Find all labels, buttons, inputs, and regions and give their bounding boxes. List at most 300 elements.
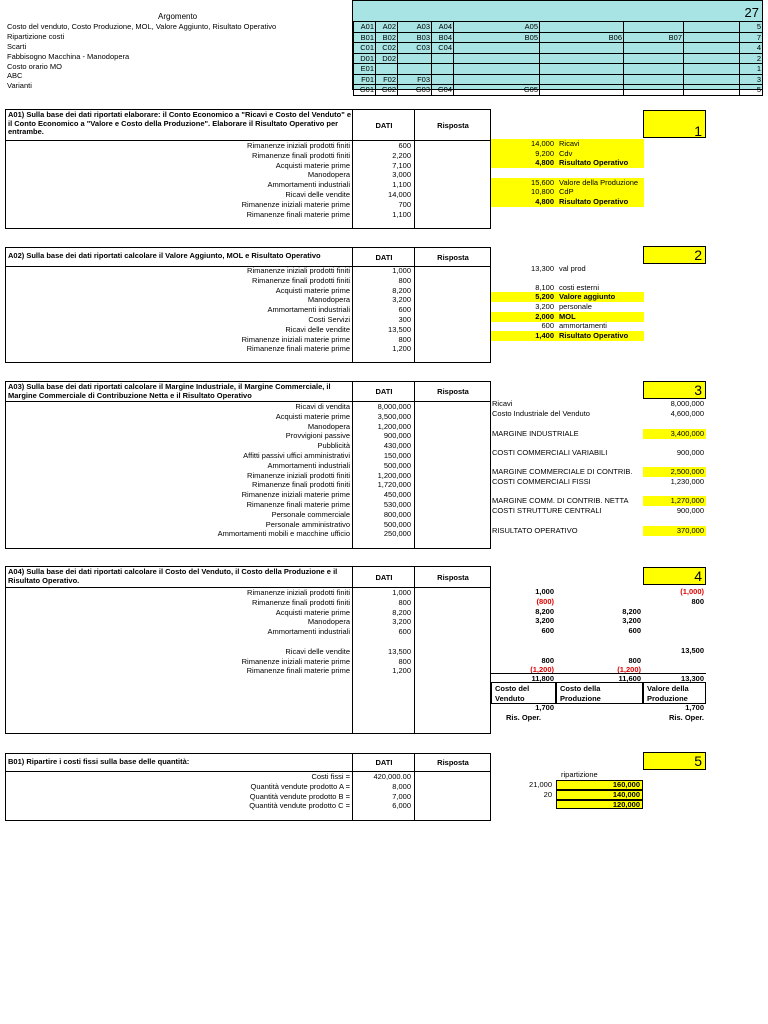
data-value: 8,000,000 — [377, 402, 411, 411]
data-row — [6, 782, 352, 792]
alloc-header: ripartizione — [561, 770, 598, 779]
answer-label: val prod — [559, 264, 586, 273]
question-header — [6, 110, 490, 141]
data-row — [6, 422, 352, 432]
risposta-header: Risposta — [414, 567, 491, 587]
cdp-value: (1,200) — [617, 665, 641, 675]
data-label: Ammortamenti industriali — [267, 627, 350, 637]
answer-value: 2,500,000 — [643, 467, 706, 477]
data-row — [6, 657, 352, 667]
data-row — [6, 451, 352, 461]
question-number-badge: 1 — [643, 110, 706, 138]
code-cell — [398, 53, 432, 64]
code-cell — [684, 32, 740, 43]
cdp-value: 3,200 — [622, 616, 641, 626]
data-label: Rimanenze iniziali materie prime — [241, 334, 350, 344]
data-row — [6, 325, 352, 335]
code-cell — [540, 22, 624, 33]
data-row — [6, 180, 352, 190]
data-label: Pubblicità — [317, 441, 350, 451]
data-value: 1,200,000 — [377, 470, 411, 480]
answer-value: 8,000,000 — [670, 399, 704, 408]
question-number-badge: 3 — [643, 381, 706, 399]
data-value: 700 — [398, 199, 411, 209]
answer-label: COSTI STRUTTURE CENTRALI — [492, 506, 602, 515]
question-number-badge: 5 — [643, 752, 706, 770]
answer-label: MARGINE INDUSTRIALE — [492, 429, 579, 438]
code-row — [354, 32, 763, 43]
data-value: 1,000 — [392, 588, 411, 597]
code-cell: F02 — [376, 74, 398, 85]
data-labels — [6, 266, 352, 354]
code-cell: E01 — [354, 64, 376, 75]
answer-label: Cdv — [556, 149, 644, 159]
answer-value: 15,600 — [491, 178, 556, 188]
answer-value: 900,000 — [676, 506, 704, 515]
data-value: 600 — [398, 305, 411, 315]
code-cell — [624, 85, 684, 96]
data-label: Rimanenze finali prodotti finiti — [252, 275, 350, 285]
data-row — [6, 461, 352, 471]
code-cell: G02 — [376, 85, 398, 96]
code-cell — [376, 64, 398, 75]
cdv-value: 1,000 — [535, 587, 554, 596]
answer-label: COSTI COMMERCIALI FISSI — [492, 477, 591, 486]
data-values — [352, 266, 414, 354]
total-qty: 21,000 — [529, 780, 552, 789]
summary-topics — [7, 22, 347, 91]
summary-header-label: Argomento — [158, 12, 198, 21]
answer-value: 10,800 — [491, 187, 556, 197]
code-cell: C02 — [376, 43, 398, 54]
question-a01 — [5, 109, 491, 229]
data-label: Rimanenze iniziali prodotti finiti — [247, 470, 350, 480]
data-value: 500,000 — [383, 519, 411, 529]
data-value: 8,000 — [392, 781, 411, 791]
data-value: 430,000 — [383, 441, 411, 451]
answer-value: 3,400,000 — [643, 429, 706, 439]
data-value: 800 — [398, 275, 411, 285]
data-label: Acquisti materie prime — [275, 607, 350, 617]
question-number-badge: 2 — [643, 246, 706, 264]
topic-label: Varianti — [7, 81, 32, 91]
data-row — [6, 647, 352, 657]
data-label: Rimanenze iniziali prodotti finiti — [247, 266, 350, 275]
data-value: 8,200 — [392, 607, 411, 617]
column-label: Costo della Produzione — [556, 682, 643, 704]
data-label: Rimanenze iniziali prodotti finiti — [247, 141, 350, 150]
answer-label: MOL — [556, 312, 644, 322]
ro-value: 1,700 — [685, 703, 704, 712]
answer-label: MARGINE COMMERCIALE DI CONTRIB. — [492, 467, 633, 476]
topic-label: Fabbisogno Macchina - Manodopera — [7, 51, 130, 61]
code-cell — [684, 85, 740, 96]
data-values — [352, 772, 414, 811]
data-row — [6, 529, 352, 539]
code-cell — [540, 64, 624, 75]
code-cell: G01 — [354, 85, 376, 96]
data-label: Rimanenze finali materie prime — [246, 209, 350, 219]
data-row — [6, 490, 352, 500]
data-label: Manodopera — [307, 295, 350, 305]
code-cell — [684, 53, 740, 64]
code-count: 5 — [740, 22, 763, 33]
data-value: 13,500 — [388, 646, 411, 656]
data-row — [6, 344, 352, 354]
code-cell — [454, 53, 540, 64]
data-row — [6, 141, 352, 151]
code-cell — [398, 64, 432, 75]
data-label: Provvigioni passive — [285, 431, 350, 441]
answer-label: Valore della Produzione — [556, 178, 644, 188]
data-value: 3,500,000 — [377, 411, 411, 421]
code-count: 4 — [740, 43, 763, 54]
code-cell: B02 — [376, 32, 398, 43]
column-label: Costo del Venduto — [491, 682, 556, 704]
code-cell: F01 — [354, 74, 376, 85]
data-value: 3,000 — [392, 170, 411, 180]
question-title: B01) Ripartire i costi fissi sulla base delle quantità: — [8, 757, 190, 766]
answer-value: 4,800 — [491, 197, 556, 207]
data-row — [6, 666, 352, 676]
code-cell: B05 — [454, 32, 540, 43]
question-a04 — [5, 566, 491, 734]
data-row — [6, 161, 352, 171]
question-b01 — [5, 753, 491, 821]
answer-value: 370,000 — [643, 526, 706, 536]
data-label: Quantità vendute prodotto A = — [250, 781, 350, 791]
cdv-value: (1,200) — [530, 665, 554, 675]
data-value: 13,500 — [388, 324, 411, 334]
cdp-value: 8,200 — [622, 606, 641, 616]
question-header — [6, 567, 490, 588]
question-number-badge: 4 — [643, 567, 706, 585]
data-row — [6, 588, 352, 598]
data-value: 1,100 — [392, 209, 411, 219]
data-row — [6, 286, 352, 296]
code-cell — [432, 53, 454, 64]
data-label: Ricavi delle vendite — [285, 646, 350, 656]
total-value: 11,800 — [491, 673, 556, 683]
data-label: Rimanenze finali materie prime — [246, 344, 350, 354]
column-divider — [414, 771, 415, 820]
data-row — [6, 772, 352, 782]
code-count: 2 — [740, 53, 763, 64]
column-divider — [414, 140, 415, 228]
cdv-value: 8,200 — [535, 606, 554, 616]
data-value: 1,720,000 — [377, 480, 411, 490]
topic-label: Costo del venduto, Costo Produzione, MOL, Valore Aggiunto, Risultato Operativo — [7, 22, 277, 31]
code-cell: A04 — [432, 22, 454, 33]
code-cell: A03 — [398, 22, 432, 33]
question-title: A04) Sulla base dei dati riportati calcolare il Costo del Venduto, il Costo della Produzione e il Risultato Operativo. — [8, 567, 338, 585]
answer-label: COSTI COMMERCIALI VARIABILI — [492, 448, 608, 457]
code-cell — [432, 64, 454, 75]
cdv-value: 600 — [541, 626, 554, 636]
answer-value: 4,600,000 — [670, 409, 704, 418]
answer-label: Ricavi — [492, 399, 513, 408]
data-label: Ammortamenti industriali — [267, 180, 350, 190]
topic-label: Ripartizione costi — [7, 31, 65, 41]
data-values — [352, 141, 414, 219]
data-row — [6, 431, 352, 441]
answer-label: MARGINE COMM. DI CONTRIB. NETTA — [492, 496, 629, 505]
cdv-value: 3,200 — [535, 616, 554, 626]
data-label: Ammortamenti industriali — [267, 305, 350, 315]
code-cell: G03 — [398, 85, 432, 96]
data-value: 2,200 — [392, 150, 411, 160]
answer-value: 600 — [541, 321, 554, 330]
data-value: 7,100 — [392, 160, 411, 170]
data-label: Manodopera — [307, 617, 350, 627]
data-label: Manodopera — [307, 170, 350, 180]
question-title: A02) Sulla base dei dati riportati calcolare il Valore Aggiunto, MOL e Risultato Operativo — [8, 251, 321, 260]
answer-label: costi esterni — [559, 283, 600, 292]
code-count: 5 — [740, 85, 763, 96]
data-value: 800 — [398, 334, 411, 344]
dati-header: DATI — [352, 110, 415, 140]
answer-label: Costo Industriale del Venduto — [492, 409, 590, 418]
data-label: Rimanenze iniziali materie prime — [241, 490, 350, 500]
data-value: 900,000 — [383, 431, 411, 441]
cdp-value: 800 — [628, 655, 641, 665]
answer-value: 1,270,000 — [643, 496, 706, 506]
risposta-header: Risposta — [414, 248, 491, 266]
code-cell — [540, 53, 624, 64]
data-label: Ammortamenti mobili e macchine ufficio — [217, 529, 350, 539]
data-row — [6, 295, 352, 305]
data-row — [6, 190, 352, 200]
summary-code-grid — [352, 0, 763, 95]
code-row — [354, 43, 763, 54]
data-value: 1,000 — [392, 266, 411, 275]
data-row — [6, 210, 352, 220]
data-row — [6, 305, 352, 315]
column-divider — [414, 587, 415, 733]
data-row — [6, 266, 352, 276]
data-row — [6, 598, 352, 608]
vdp-value: 13,500 — [681, 645, 704, 655]
code-cell: B04 — [432, 32, 454, 43]
data-row — [6, 441, 352, 451]
data-value: 3,200 — [392, 295, 411, 305]
topic-label: Scarti — [7, 41, 27, 51]
vdp-value: 800 — [691, 596, 704, 606]
data-label: Rimanenze finali prodotti finiti — [252, 597, 350, 607]
data-label: Rimanenze finali materie prime — [246, 499, 350, 509]
code-cell: B06 — [540, 32, 624, 43]
code-count: 3 — [740, 74, 763, 85]
answer-value: 2,000 — [491, 312, 556, 322]
answer-value: 8,100 — [535, 283, 554, 292]
data-label: Ammortamenti industriali — [267, 460, 350, 470]
code-cell: A02 — [376, 22, 398, 33]
data-label: Acquisti materie prime — [275, 285, 350, 295]
data-label: Ricavi delle vendite — [285, 324, 350, 334]
risposta-header: Risposta — [414, 382, 491, 401]
code-cell: C03 — [398, 43, 432, 54]
answer-value: 9,200 — [491, 149, 556, 159]
answer-value: 1,400 — [491, 331, 556, 341]
data-value: 14,000 — [388, 189, 411, 199]
data-labels — [6, 141, 352, 219]
code-row — [354, 53, 763, 64]
answer-label: Risultato Operativo — [556, 158, 644, 168]
data-value: 7,000 — [392, 791, 411, 801]
data-label: Rimanenze iniziali prodotti finiti — [247, 588, 350, 597]
data-value: 600 — [398, 141, 411, 150]
data-label: Ricavi delle vendite — [285, 189, 350, 199]
question-header — [6, 248, 490, 267]
answer-value: 13,300 — [531, 264, 554, 273]
answer-value: 3,200 — [535, 302, 554, 311]
code-cell: D02 — [376, 53, 398, 64]
answer-label: Valore aggiunto — [556, 292, 644, 302]
answer-label: personale — [559, 302, 592, 311]
data-value: 1,200,000 — [377, 421, 411, 431]
data-value: 600 — [398, 627, 411, 637]
data-row — [6, 520, 352, 530]
data-value: 150,000 — [383, 450, 411, 460]
dati-header: DATI — [352, 567, 415, 587]
question-header — [6, 382, 490, 402]
code-row — [354, 85, 763, 96]
data-value: 500,000 — [383, 460, 411, 470]
data-label: Personale amministrativo — [265, 519, 350, 529]
question-title: A01) Sulla base dei dati riportati elaborare: il Conto Economico a "Ricavi e Costo del Venduto" e il Conto Economico a "Valore e Costo della Produzione". Elaborare il Risultato Operativo per entrambe. — [8, 110, 352, 137]
alloc-value: 160,000 — [556, 780, 643, 790]
data-value: 800 — [398, 656, 411, 666]
ro-value: 1,700 — [535, 703, 554, 712]
data-values — [352, 402, 414, 539]
data-row — [6, 627, 352, 637]
data-row — [6, 200, 352, 210]
code-cell — [454, 64, 540, 75]
answer-value: 4,800 — [491, 158, 556, 168]
data-value: 800,000 — [383, 509, 411, 519]
data-value: 800 — [398, 597, 411, 607]
total-value: 13,300 — [643, 673, 706, 683]
data-value — [352, 637, 414, 647]
question-a03 — [5, 381, 491, 549]
code-cell — [624, 64, 684, 75]
data-value: 6,000 — [392, 801, 411, 811]
code-cell — [624, 22, 684, 33]
data-label: Costi fissi = — [311, 772, 350, 781]
summary-total: 27 — [744, 5, 759, 20]
topic-label: Costo orario MO — [7, 61, 63, 71]
column-divider — [414, 401, 415, 548]
data-row — [6, 170, 352, 180]
code-cell — [624, 53, 684, 64]
code-count: 1 — [740, 64, 763, 75]
code-cell: D01 — [354, 53, 376, 64]
code-cell — [624, 74, 684, 85]
data-value: 1,100 — [392, 180, 411, 190]
data-label: Acquisti materie prime — [275, 160, 350, 170]
data-row — [6, 471, 352, 481]
answer-label: Risultato Operativo — [556, 197, 644, 207]
answer-label: CdP — [556, 187, 644, 197]
data-value: 420,000.00 — [373, 772, 411, 781]
vdp-value: (1,000) — [680, 587, 704, 596]
data-label: Rimanenze finali materie prime — [246, 666, 350, 676]
data-label: Rimanenze iniziali materie prime — [241, 656, 350, 666]
data-label: Quantità vendute prodotto B = — [249, 791, 350, 801]
code-cell: B03 — [398, 32, 432, 43]
data-row — [6, 402, 352, 412]
unit-cost: 20 — [543, 790, 552, 799]
dati-header: DATI — [352, 248, 415, 266]
data-row — [6, 608, 352, 618]
question-title: A03) Sulla base dei dati riportati calcolare il Margine Industriale, il Margine Commerciale, il Margine Commerciale di Contribuzione Netta e il Risultato Operativo — [8, 382, 331, 400]
data-labels — [6, 402, 352, 539]
code-row — [354, 74, 763, 85]
cdv-value: 800 — [541, 655, 554, 665]
code-cell: F03 — [398, 74, 432, 85]
dati-header: DATI — [352, 754, 415, 771]
data-values — [352, 588, 414, 676]
question-header — [6, 754, 490, 772]
data-row — [6, 480, 352, 490]
data-label: Manodopera — [307, 421, 350, 431]
code-cell: B07 — [624, 32, 684, 43]
risposta-header: Risposta — [414, 110, 491, 140]
code-cell — [540, 74, 624, 85]
answer-value: 5,200 — [491, 292, 556, 302]
data-row — [6, 276, 352, 286]
column-label: Valore della Produzione — [643, 682, 706, 704]
answer-label: ammortamenti — [559, 321, 607, 330]
data-row — [6, 151, 352, 161]
code-cell: C01 — [354, 43, 376, 54]
code-cell — [684, 74, 740, 85]
ro-label: Ris. Oper. — [505, 713, 541, 722]
code-cell: C04 — [432, 43, 454, 54]
data-label: Personale commerciale — [271, 509, 350, 519]
alloc-value: 120,000 — [556, 800, 643, 810]
data-label: Rimanenze finali prodotti finiti — [252, 150, 350, 160]
data-row — [6, 335, 352, 345]
column-divider — [414, 266, 415, 362]
code-cell: A01 — [354, 22, 376, 33]
data-row — [6, 637, 352, 647]
data-row — [6, 792, 352, 802]
answer-value: 900,000 — [676, 448, 704, 457]
data-row — [6, 500, 352, 510]
code-cell — [454, 43, 540, 54]
data-label: Acquisti materie prime — [275, 411, 350, 421]
code-cell — [454, 74, 540, 85]
code-cell: G05 — [454, 85, 540, 96]
answer-value: 14,000 — [491, 139, 556, 149]
data-value: 300 — [398, 314, 411, 324]
code-cell — [432, 74, 454, 85]
code-row — [354, 64, 763, 75]
cdp-value: 600 — [628, 626, 641, 636]
answer-value: 1,230,000 — [670, 477, 704, 486]
data-row — [6, 315, 352, 325]
answer-label: Ricavi — [556, 139, 644, 149]
code-cell: B01 — [354, 32, 376, 43]
dati-header: DATI — [352, 382, 415, 401]
answer-label: RISULTATO OPERATIVO — [492, 526, 578, 535]
cdv-value: (800) — [536, 596, 554, 606]
code-cell — [540, 43, 624, 54]
code-table — [353, 21, 763, 96]
total-value: 11,600 — [556, 673, 643, 683]
data-row — [6, 412, 352, 422]
